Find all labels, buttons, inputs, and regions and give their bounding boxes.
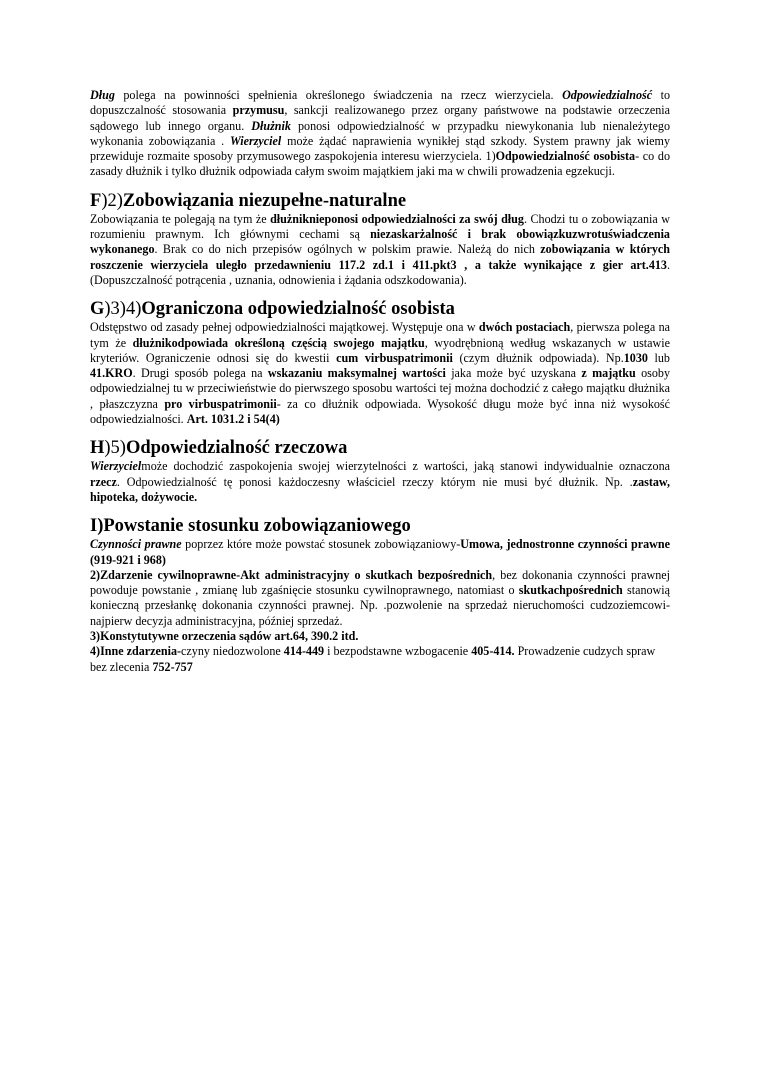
- bold-term: wskazaniu maksymalnej wartości: [267, 366, 446, 381]
- text: jaka może być uzyskana: [445, 366, 582, 381]
- section-title: Zobowiązania niezupełne-naturalne: [122, 190, 407, 211]
- section-g-heading: [90, 298, 670, 320]
- term-dlug: Dług: [90, 88, 115, 102]
- bold-term: z majątku: [581, 366, 636, 381]
- text: poprzez które może powstać stosunek zobowiązaniowy-: [181, 537, 461, 552]
- text: stanowią konieczną przesłankę dokonania czynności prawnej. Np. .pozwolenie na sprzedaż nieruchomości cudzoziemcowi-najpierw decyzja administracyjna, później sprzedaż.: [90, 583, 671, 628]
- text: ponosi odpowiedzialność w przypadku niewykonania lub nienależytego wykonania zobowiązania .: [90, 118, 670, 148]
- section-i-item-4: [90, 644, 670, 675]
- term-przymus: przymusu: [232, 103, 285, 118]
- section-number: )2): [101, 190, 123, 211]
- text: . (Dopuszczalność potrącenia , uznania, odnowienia i żądania odszkodowania).: [90, 257, 670, 287]
- section-i-item-1: [90, 537, 670, 568]
- section-i-item-2: [90, 568, 670, 629]
- text: , pierwsza polega na tym że: [90, 320, 670, 350]
- section-i-heading: I)Powstanie stosunku zobowiązaniowego: [90, 516, 411, 537]
- bold-term: niezaskarżalność i brak obowiązkuzwrotuświadczenia wykonanego: [90, 227, 670, 257]
- text: to dopuszczalność stosowania: [90, 88, 671, 118]
- bold-term: Umowa, jednostronne czynności prawne (919-921 i 968): [90, 537, 671, 567]
- section-title: Ograniczona odpowiedzialność osobista: [141, 299, 455, 320]
- section-number: )3)4): [104, 299, 142, 320]
- section-h-paragraph: [90, 459, 670, 505]
- bold-term: 414-449: [283, 644, 325, 659]
- section-g-paragraph: [90, 320, 670, 427]
- section-prefix: H: [90, 438, 105, 459]
- bold-term: 1030: [623, 350, 648, 365]
- text: . Drugi sposób polega na: [132, 366, 268, 381]
- text: Zobowiązania te polegają na tym że: [90, 211, 271, 226]
- bold-term: skutkachpośrednich: [518, 583, 623, 598]
- bold-term: dłużnikodpowiada określoną częścią swojego majątku: [132, 335, 425, 350]
- bold-term: cum virbuspatrimonii: [336, 350, 453, 365]
- term-odpowiedzialnosc: Odpowiedzialność: [562, 88, 653, 102]
- text: Odstępstwo od zasady pełnej odpowiedzialności majątkowej. Występuje ona w: [90, 320, 479, 335]
- bold-term: zastaw, hipoteka, dożywocie.: [90, 474, 670, 504]
- term-wierzyciel: Wierzyciel: [90, 459, 142, 474]
- intro-paragraph: [90, 88, 670, 180]
- text: i bezpodstawne wzbogacenie: [324, 644, 472, 659]
- term-czynnosci-prawne: Czynności prawne: [90, 537, 182, 552]
- bold-term: dwóch postaciach: [478, 320, 571, 335]
- bold-term: 41.KRO: [90, 366, 133, 381]
- text: , sankcji realizowanego przez organy państwowe na podstawie orzeczenia sądowego lub innego organu.: [90, 103, 670, 133]
- text: . Odpowiedzialność tę ponosi każdoczesny właściciel rzeczy którym nie musi być dłużnik. Np. .: [116, 474, 633, 489]
- section-f-paragraph: [90, 212, 670, 288]
- section-number: )5): [104, 438, 126, 459]
- term-odpowiedzialnosc-osobista: Odpowiedzialność osobista: [495, 149, 636, 164]
- text: , bez dokonania czynności prawnej powoduje powstanie , zmianę lub zgaśnięcie stosunku cywilnoprawnego, natomiast o: [90, 567, 670, 598]
- document-body: [90, 88, 670, 675]
- text: - za co dłużnik odpowiada. Wysokość długu może być inna niż wysokość odpowiedzialności.: [90, 396, 670, 427]
- bold-term: 2)Zdarzenie cywilnoprawne-Akt administracyjny o skutkach bezpośrednich: [90, 567, 493, 582]
- section-prefix: F: [90, 190, 102, 211]
- text: - co do zasady dłużnik i tylko dłużnik odpowiada całym swoim majątkiem jaki ma w chwili prowadzenia egzekucji.: [90, 149, 670, 179]
- bold-term: pro virbuspatrimonii: [164, 396, 277, 411]
- term-wierzyciel: Wierzyciel: [229, 133, 282, 148]
- text: (czym dłużnik odpowiada). Np.: [452, 350, 624, 365]
- text: może dochodzić zaspokojenia swojej wierzytelności z wartości, jaką stanowi indywidualnie oznaczona: [141, 459, 670, 474]
- text: . Brak co do nich przepisów ogólnych w polskim prawie. Należą do nich: [154, 242, 541, 257]
- term-dluznik: Dłużnik: [251, 118, 291, 133]
- bold-term: 752-757: [152, 659, 193, 674]
- text: polega na powinności spełnienia określonego świadczenia na rzecz wierzyciela.: [114, 88, 563, 102]
- text: , wyodrębnioną według wskazanych w ustawie kryteriów. Ograniczenie odnosi się do kwestii: [90, 335, 670, 365]
- bold-term: rzecz: [90, 474, 117, 489]
- section-prefix: G: [90, 299, 105, 320]
- text: osoby odpowiedzialnej tu w przeciwieństwie do pierwszego sposobu wartości tej można dochodzić z całego majątku dłużnika , płaszczyzna: [90, 366, 670, 411]
- text: . Chodzi tu o zobowiązania w rozumieniu prawnym. Ich głównymi cechami są: [90, 211, 671, 242]
- section-title: Odpowiedzialność rzeczowa: [125, 438, 348, 459]
- bold-term: 405-414.: [471, 644, 515, 659]
- text: czyny niedozwolone: [181, 644, 284, 659]
- bold-term: zobowiązania w których roszczenie wierzyciela uległo przedawnieniu 117.2 zd.1 i 411.pkt3 , a także wynikające z gier art.413: [90, 242, 670, 272]
- bold-term: Art. 1031.2 i 54(4): [186, 412, 280, 427]
- section-f-heading: [90, 190, 670, 212]
- section-h-heading: [90, 437, 670, 459]
- bold-term: dłużniknieponosi odpowiedzialności za swój dług: [270, 211, 524, 226]
- text: lub: [647, 350, 670, 365]
- text: może żądać naprawienia wynikłej stąd szkody. System prawny jak wiemy przewiduje rozmaite sposoby przymusowego zaspokojenia interesu wierzyciela. 1): [90, 133, 670, 164]
- section-i-item-3: 3)Konstytutywne orzeczenia sądów art.64, 390.2 itd.: [90, 629, 359, 644]
- bold-term: 4)Inne zdarzenia-: [90, 644, 182, 659]
- text: Prowadzenie cudzych spraw bez zlecenia: [90, 644, 656, 674]
